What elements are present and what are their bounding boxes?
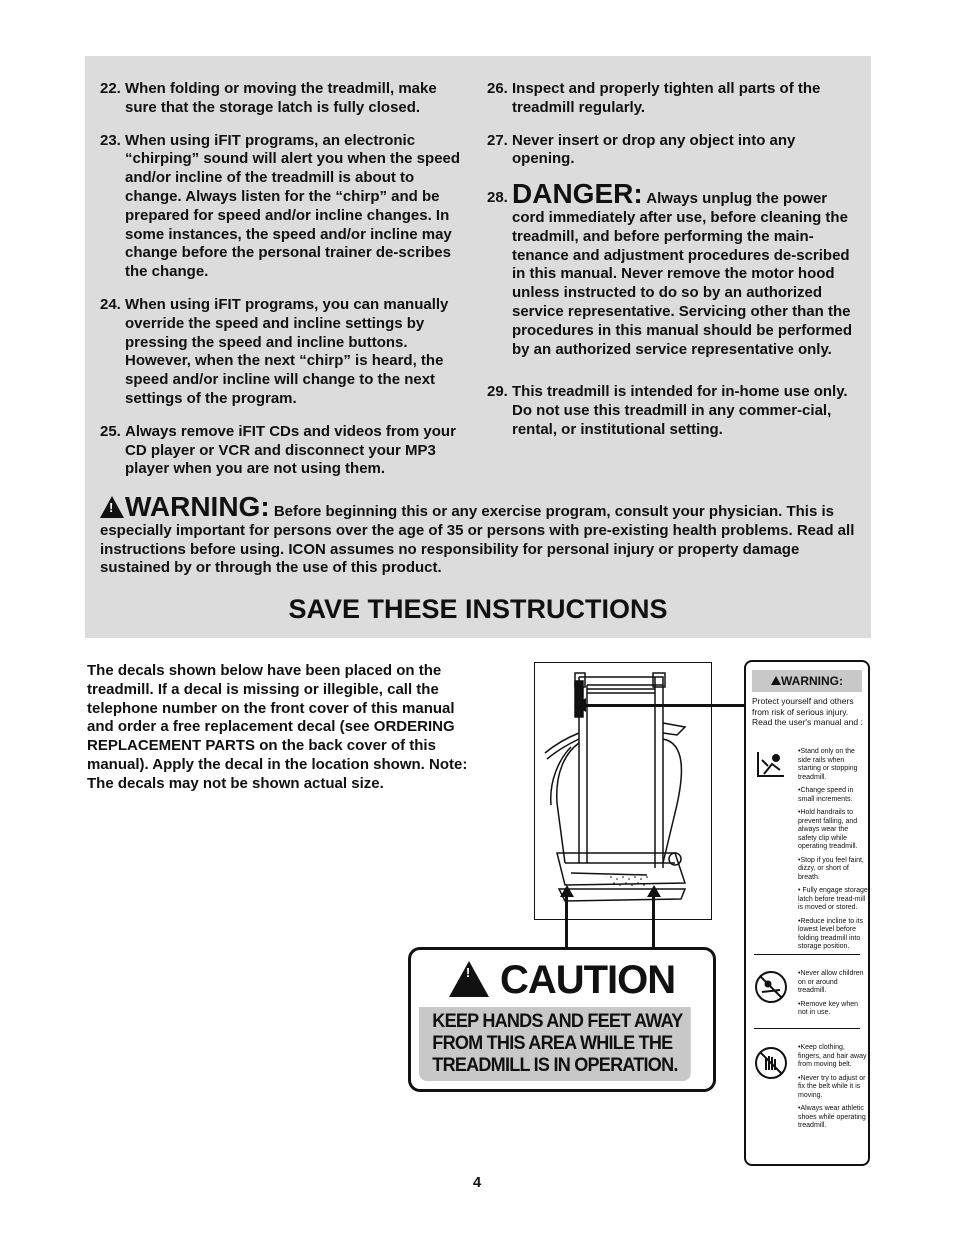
safety-list-right bbox=[487, 80, 857, 454]
list-item: •Stop if you feel faint, dizzy, or short of breath. bbox=[798, 856, 864, 881]
divider bbox=[754, 954, 860, 955]
arrow-up-icon bbox=[647, 885, 661, 899]
list-item: •Change speed in small increments. bbox=[798, 787, 854, 803]
arrow-left-icon bbox=[574, 698, 588, 712]
item-text: When folding or moving the treadmill, make sure that the storage latch is fully closed. bbox=[125, 80, 437, 116]
item-text: When using iFIT programs, an electronic “chirping” sound will alert you when the speed and/or incline of the treadmill is about to change. Always listen for the “chirp” and be prepared for speed and/or incline changes. In some instances, the speed and/or incline may change before the personal trainer de-scribes the change. bbox=[125, 131, 461, 281]
list-item: •Stand only on the side rails when starting or stopping treadmill. bbox=[798, 748, 858, 781]
list-item: •Keep clothing, fingers, and hair away from moving belt. bbox=[798, 1044, 867, 1068]
item-text: Always remove iFIT CDs and videos from your CD player or VCR and disconnect your MP3 player when you are not using them. bbox=[125, 422, 456, 478]
list-item: • Fully engage storage latch before tread-mill is moved or stored. bbox=[798, 887, 868, 911]
list-item: •Never allow children on or around treadmill. bbox=[798, 970, 864, 994]
danger-text: Always unplug the power cord immediately after use, before cleaning the treadmill, and before performing the main-tenance and adjustment procedures de-scribed in this manual. Never remove the motor hood unless instructed to do so by an authorized service representative. Servicing other than the procedures in this manual should be performed by an authorized service representative only. bbox=[512, 190, 853, 358]
warning-decal-group3 bbox=[798, 1044, 868, 1136]
caution-title: CAUTION bbox=[499, 958, 676, 1002]
save-instructions-title: SAVE THESE INSTRUCTIONS bbox=[288, 594, 668, 624]
item-text: Inspect and properly tighten all parts of the treadmill regularly. bbox=[512, 80, 821, 116]
warning-triangle-icon bbox=[771, 676, 781, 685]
item-text: This treadmill is intended for in-home use only. Do not use this treadmill in any commer-cial, rental, or institutional setting. bbox=[512, 383, 848, 438]
arrow-up-icon bbox=[560, 885, 574, 899]
list-item bbox=[487, 383, 857, 439]
decal-description: The decals shown below have been placed on the treadmill. If a decal is missing or illegible, call the telephone number on the front cover of this manual and order a free replacement decal (see ORDERING REPLACEMENT PARTS on the back cover of this manual). Apply the decal in the location shown. Note: The decals may not be shown actual size. bbox=[87, 662, 468, 792]
list-item bbox=[487, 132, 857, 170]
falling-person-icon bbox=[754, 748, 788, 782]
list-item: •Reduce incline to its lowest level before folding treadmill into storage position. bbox=[798, 917, 864, 950]
item-number: 25. bbox=[100, 422, 121, 440]
danger-item bbox=[487, 178, 857, 359]
list-item bbox=[100, 423, 470, 479]
item-number: 23. bbox=[100, 131, 121, 149]
list-item: •Hold handrails to prevent falling, and always wear the safety clip while operating treadmill. bbox=[798, 809, 858, 850]
item-number: 22. bbox=[100, 80, 121, 97]
item-number: 24. bbox=[100, 295, 121, 313]
warning-decal-intro: Protect yourself and others from risk of serious injury. Read the user's manual and : bbox=[752, 696, 863, 727]
item-number: 26. bbox=[487, 80, 508, 97]
caution-header bbox=[411, 950, 713, 1003]
caution-line: FROM THIS AREA WHILE THE bbox=[432, 1033, 673, 1054]
treadmill-illustration bbox=[534, 662, 712, 920]
warning-decal-header bbox=[752, 670, 862, 692]
caution-line: TREADMILL IS IN OPERATION. bbox=[432, 1055, 678, 1076]
item-number: 28. bbox=[487, 189, 508, 207]
item-number: 27. bbox=[487, 131, 508, 149]
warning-decal bbox=[744, 660, 870, 1166]
pointer-line bbox=[652, 895, 655, 947]
danger-heading: DANGER: bbox=[512, 178, 643, 210]
divider bbox=[754, 1028, 860, 1029]
list-item: •Remove key when not in use. bbox=[798, 1000, 859, 1016]
warning-decal-title: WARNING: bbox=[781, 674, 843, 688]
list-item: •Always wear athletic shoes while operating treadmill. bbox=[798, 1105, 866, 1129]
warning-decal-group2 bbox=[798, 970, 868, 1023]
no-children-icon bbox=[754, 970, 788, 1004]
warning-triangle-icon bbox=[449, 961, 489, 997]
pointer-line bbox=[578, 704, 744, 707]
warning-paragraph bbox=[100, 491, 860, 578]
list-item bbox=[100, 80, 470, 118]
safety-list-left bbox=[100, 80, 470, 493]
warning-heading: WARNING: bbox=[125, 491, 270, 522]
list-item: •Never try to adjust or fix the belt while it is moving. bbox=[798, 1074, 866, 1099]
warning-decal-group1 bbox=[798, 748, 868, 957]
item-text: Never insert or drop any object into any opening. bbox=[512, 131, 796, 168]
caution-line: KEEP HANDS AND FEET AWAY bbox=[432, 1011, 683, 1032]
caution-decal bbox=[408, 947, 716, 1092]
no-hands-icon bbox=[754, 1046, 788, 1080]
folded-treadmill-drawing bbox=[535, 663, 711, 919]
warning-text: Before beginning this or any exercise program, consult your physician. This is especially important for persons over the age of 35 or persons with pre-existing health problems. Read all instructions before using. ICON assumes no responsibility for personal injury or property damage sustained by or through the use of this product. bbox=[100, 503, 855, 577]
list-item bbox=[100, 132, 470, 282]
item-number: 29. bbox=[487, 383, 508, 401]
list-item bbox=[100, 296, 470, 409]
pointer-line bbox=[565, 895, 568, 947]
list-item bbox=[487, 80, 857, 118]
caution-body bbox=[419, 1007, 691, 1081]
item-text: When using iFIT programs, you can manually override the speed and incline settings by pressing the speed and incline buttons. However, when the next “chirp” is heard, the speed and/or incline will change to the next settings of the program. bbox=[125, 295, 449, 407]
page-number: 4 bbox=[472, 1174, 482, 1191]
warning-triangle-icon bbox=[100, 496, 124, 518]
